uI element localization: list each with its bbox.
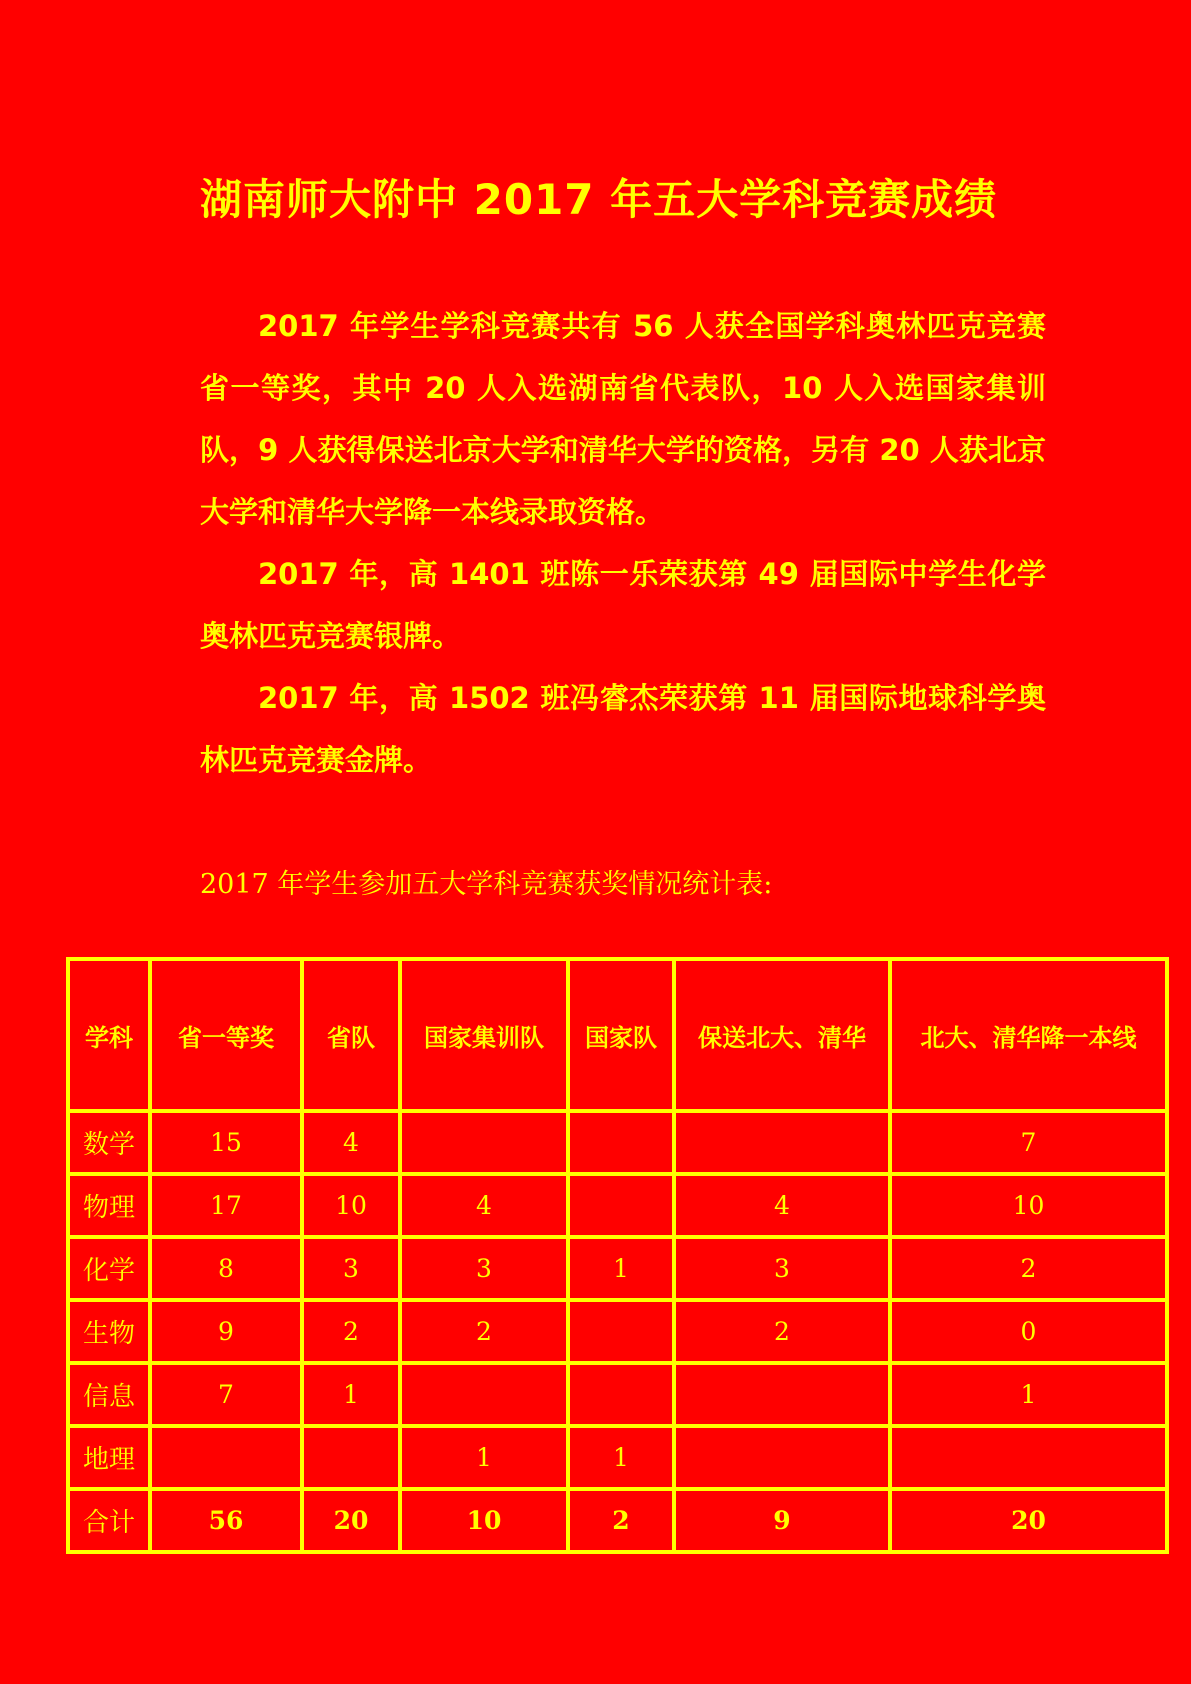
table-cell (890, 1426, 1167, 1489)
table-cell: 3 (400, 1237, 568, 1300)
table-cell: 1 (568, 1426, 674, 1489)
table-cell (674, 1111, 890, 1174)
header-national-team: 国家队 (568, 959, 674, 1111)
total-cell: 20 (890, 1489, 1167, 1552)
table-cell: 1 (302, 1363, 400, 1426)
table-cell: 2 (400, 1300, 568, 1363)
total-cell: 56 (150, 1489, 302, 1552)
table-cell: 4 (400, 1174, 568, 1237)
table-cell: 3 (674, 1237, 890, 1300)
table-cell: 15 (150, 1111, 302, 1174)
table-cell: 2 (302, 1300, 400, 1363)
table-cell: 10 (890, 1174, 1167, 1237)
table-cell: 1 (890, 1363, 1167, 1426)
table-cell: 9 (150, 1300, 302, 1363)
header-provincial-first-prize: 省一等奖 (150, 959, 302, 1111)
body-text (200, 295, 1046, 791)
table-cell: 4 (302, 1111, 400, 1174)
table-cell (568, 1363, 674, 1426)
total-cell: 20 (302, 1489, 400, 1552)
table-cell: 10 (302, 1174, 400, 1237)
table-cell: 4 (674, 1174, 890, 1237)
table-row (68, 1363, 1167, 1426)
row-subject: 信息 (68, 1363, 150, 1426)
table-cell: 17 (150, 1174, 302, 1237)
table-row (68, 1300, 1167, 1363)
table-cell (150, 1426, 302, 1489)
header-provincial-team: 省队 (302, 959, 400, 1111)
paragraph-summary: 2017 年学生学科竞赛共有 56 人获全国学科奥林匹克竞赛省一等奖，其中 20 人入选湖南省代表队，10 人入选国家集训队，9 人获得保送北京大学和清华大学的资格，另有 20 人获北京大学和清华大学降一本线录取资格。 (200, 309, 1046, 529)
table-cell (568, 1111, 674, 1174)
table-cell (400, 1111, 568, 1174)
row-subject: 地理 (68, 1426, 150, 1489)
table-cell: 2 (890, 1237, 1167, 1300)
table-cell: 8 (150, 1237, 302, 1300)
table-header-row (68, 959, 1167, 1111)
table-row (68, 1426, 1167, 1489)
header-subject: 学科 (68, 959, 150, 1111)
row-subject: 化学 (68, 1237, 150, 1300)
table-cell: 2 (674, 1300, 890, 1363)
table-cell: 0 (890, 1300, 1167, 1363)
table-cell: 1 (400, 1426, 568, 1489)
table-caption: 2017 年学生参加五大学科竞赛获奖情况统计表: (200, 869, 773, 900)
table-cell: 7 (890, 1111, 1167, 1174)
table-row (68, 1237, 1167, 1300)
table-cell: 3 (302, 1237, 400, 1300)
table-total-row (68, 1489, 1167, 1552)
paragraph-earth-science-medal: 2017 年，高 1502 班冯睿杰荣获第 11 届国际地球科学奥林匹克竞赛金牌。 (200, 681, 1046, 777)
row-subject: 数学 (68, 1111, 150, 1174)
table-cell: 7 (150, 1363, 302, 1426)
page-title: 湖南师大附中 2017 年五大学科竞赛成绩 (200, 175, 998, 224)
table-row (68, 1174, 1167, 1237)
total-label: 合计 (68, 1489, 150, 1552)
row-subject: 物理 (68, 1174, 150, 1237)
table-cell (568, 1300, 674, 1363)
header-reduced-cutoff: 北大、清华降一本线 (890, 959, 1167, 1111)
table-cell (674, 1363, 890, 1426)
table-cell: 1 (568, 1237, 674, 1300)
total-cell: 9 (674, 1489, 890, 1552)
awards-table (66, 957, 1169, 1554)
header-recommended-admission: 保送北大、清华 (674, 959, 890, 1111)
header-national-training-team: 国家集训队 (400, 959, 568, 1111)
table-cell (400, 1363, 568, 1426)
row-subject: 生物 (68, 1300, 150, 1363)
total-cell: 10 (400, 1489, 568, 1552)
table-cell (568, 1174, 674, 1237)
paragraph-chemistry-medal: 2017 年，高 1401 班陈一乐荣获第 49 届国际中学生化学奥林匹克竞赛银牌。 (200, 557, 1046, 653)
table-cell (674, 1426, 890, 1489)
table-cell (302, 1426, 400, 1489)
total-cell: 2 (568, 1489, 674, 1552)
table-row (68, 1111, 1167, 1174)
